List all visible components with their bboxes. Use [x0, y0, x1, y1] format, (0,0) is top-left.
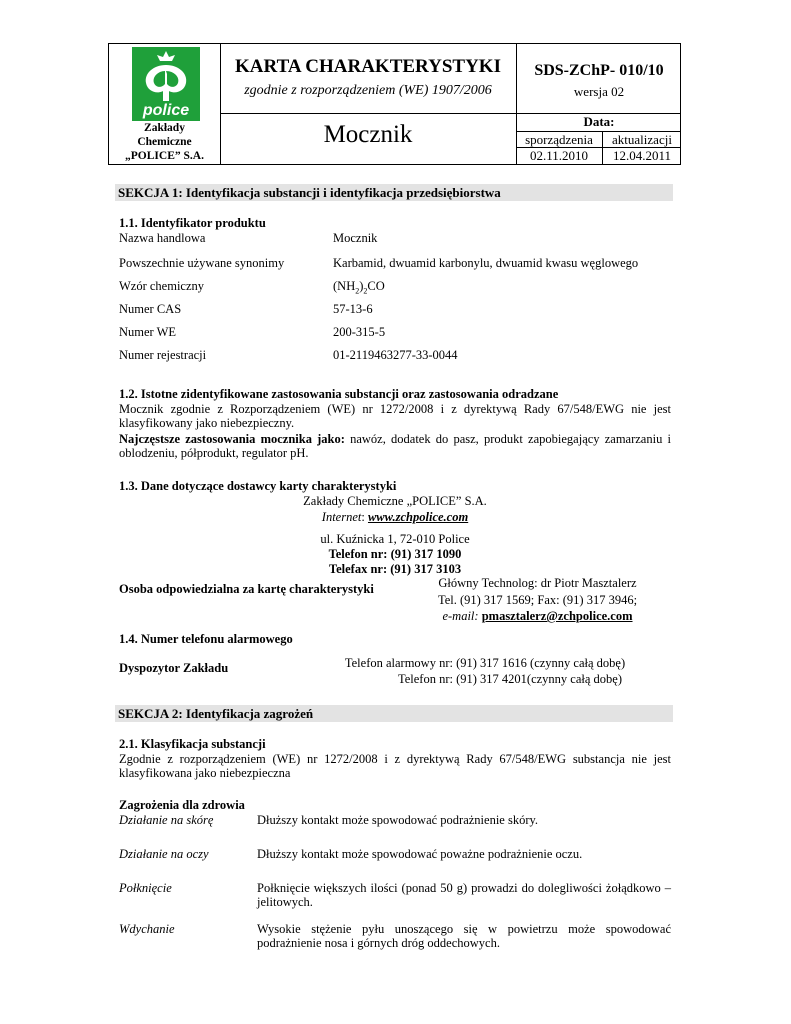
paragraph-1-2b — [119, 432, 671, 460]
product-name: Mocznik — [323, 121, 413, 148]
date-created: 02.11.2010 — [529, 148, 589, 163]
email-label: e-mail: — [442, 609, 482, 623]
row-value: Karbamid, dwuamid karbonylu, dwuamid kwasu węglowego — [333, 256, 639, 270]
heading-2-1: 2.1. Klasyfikacja substancji — [119, 737, 266, 751]
date-created-label: sporządzenia — [525, 132, 593, 147]
supplier-fax: Telefax nr: (91) 317 3103 — [328, 562, 462, 576]
health-hazards-heading: Zagrożenia dla zdrowia — [119, 798, 245, 812]
heading-1-3: 1.3. Dane dotyczące dostawcy karty charakterystyki — [119, 479, 397, 493]
logo-emblem-icon — [132, 47, 200, 121]
row-label: Wzór chemiczny — [119, 279, 205, 293]
date-updated: 12.04.2011 — [612, 148, 672, 163]
responsible-name: Główny Technolog: dr Piotr Masztalerz — [438, 576, 637, 590]
internet-label: Internet — [321, 510, 362, 524]
email-link[interactable]: pmasztalerz@zchpolice.com — [481, 609, 633, 623]
bold-lead: Najczęstsze zastosowania mocznika jako: — [119, 432, 345, 446]
section-2-title: SEKCJA 2: Identyfikacja zagrożeń — [115, 705, 673, 722]
responsible-phone: Tel. (91) 317 1569; Fax: (91) 317 3946; — [437, 593, 638, 607]
doc-code: SDS-ZChP- 010/10 — [534, 62, 664, 79]
internet-separator: : — [361, 510, 368, 524]
hazard-value: Dłuższy kontakt może spowodować poważne podrażnienie oczu. — [257, 847, 583, 861]
paragraph-2-1: Zgodnie z rozporządzeniem (WE) nr 1272/2008 i z dyrektywą Rady 67/548/EWG substancja nie jest klasyfikowana jako niebezpieczna — [119, 752, 671, 780]
hazard-label: Wdychanie — [119, 922, 175, 936]
company-name — [109, 121, 220, 163]
company-line: Zakłady — [144, 122, 185, 134]
hazard-value: Dłuższy kontakt może spowodować podrażnienie skóry. — [257, 813, 539, 827]
responsible-email — [400, 609, 675, 624]
row-value: Mocznik — [333, 231, 378, 245]
paragraph-1-2a: Mocznik zgodnie z Rozporządzeniem (WE) nr 1272/2008 i z dyrektywą Rady 67/548/EWG nie jest klasyfikowany jako niebezpieczny. — [119, 402, 671, 430]
doc-subtitle: zgodnie z rozporządzeniem (WE) 1907/2006 — [244, 83, 492, 98]
company-line: Chemiczne — [137, 136, 192, 148]
row-label: Numer CAS — [119, 302, 182, 316]
alarm-phone-2: Telefon nr: (91) 317 4201(czynny całą dobę) — [397, 672, 623, 686]
row-value: 57-13-6 — [333, 302, 373, 316]
formula-subscript: 2 — [363, 286, 368, 296]
hazard-label: Działanie na oczy — [119, 847, 209, 861]
doc-version: wersja 02 — [573, 84, 625, 99]
hazard-value: Wysokie stężenie pyłu unoszącego się w powietrzu może spowodować podrażnienie nosa i górnych dróg oddechowych. — [257, 922, 671, 950]
row-label: Numer WE — [119, 325, 177, 339]
formula-part: (NH — [333, 279, 356, 293]
svg-text:police: police — [142, 102, 190, 119]
row-label: Numer rejestracji — [119, 348, 207, 362]
heading-1-2: 1.2. Istotne zidentyfikowane zastosowania substancji oraz zastosowania odradzane — [119, 387, 559, 401]
hazard-value: Połknięcie większych ilości (ponad 50 g) prowadzi do dolegliwości żołądkowo – jelitowych. — [257, 881, 671, 909]
section-1-title: SEKCJA 1: Identyfikacja substancji i identyfikacja przedsiębiorstwa — [115, 184, 673, 201]
formula-subscript: 2 — [355, 286, 360, 296]
chemical-formula — [333, 279, 385, 294]
date-label: Data: — [583, 114, 615, 129]
supplier-name: Zakłady Chemiczne „POLICE” S.A. — [303, 494, 487, 508]
hazard-label: Działanie na skórę — [119, 813, 214, 827]
header-box — [108, 43, 681, 165]
heading-1-4: 1.4. Numer telefonu alarmowego — [119, 632, 293, 646]
supplier-address: ul. Kuźnicka 1, 72-010 Police — [320, 532, 470, 546]
formula-part: ) — [359, 279, 364, 293]
heading-1-1: 1.1. Identyfikator produktu — [119, 216, 266, 230]
responsible-label: Osoba odpowiedzialna za kartę charakterystyki — [119, 582, 374, 596]
company-logo — [132, 47, 200, 121]
doc-title: KARTA CHARAKTERYSTYKI — [235, 56, 501, 77]
hazard-label: Połknięcie — [119, 881, 172, 895]
alarm-phone: Telefon alarmowy nr: (91) 317 1616 (czynny całą dobę) — [344, 656, 626, 670]
paragraph-text: nawóz, dodatek do pasz, produkt zapobiegający zamarzaniu i oblodzeniu, półprodukt, regulator pH. — [119, 432, 671, 460]
date-updated-label: aktualizacji — [612, 132, 672, 147]
row-value: 200-315-5 — [333, 325, 386, 339]
supplier-phone: Telefon nr: (91) 317 1090 — [328, 547, 462, 561]
supplier-internet — [230, 510, 560, 525]
row-label: Powszechnie używane synonimy — [119, 256, 285, 270]
internet-link[interactable]: www.zchpolice.com — [367, 510, 469, 524]
row-label: Nazwa handlowa — [119, 231, 206, 245]
formula-part: CO — [367, 279, 385, 293]
company-line: „POLICE” S.A. — [125, 150, 204, 162]
row-value: 01-2119463277-33-0044 — [333, 348, 458, 362]
dispatcher-label: Dyspozytor Zakładu — [119, 661, 229, 675]
